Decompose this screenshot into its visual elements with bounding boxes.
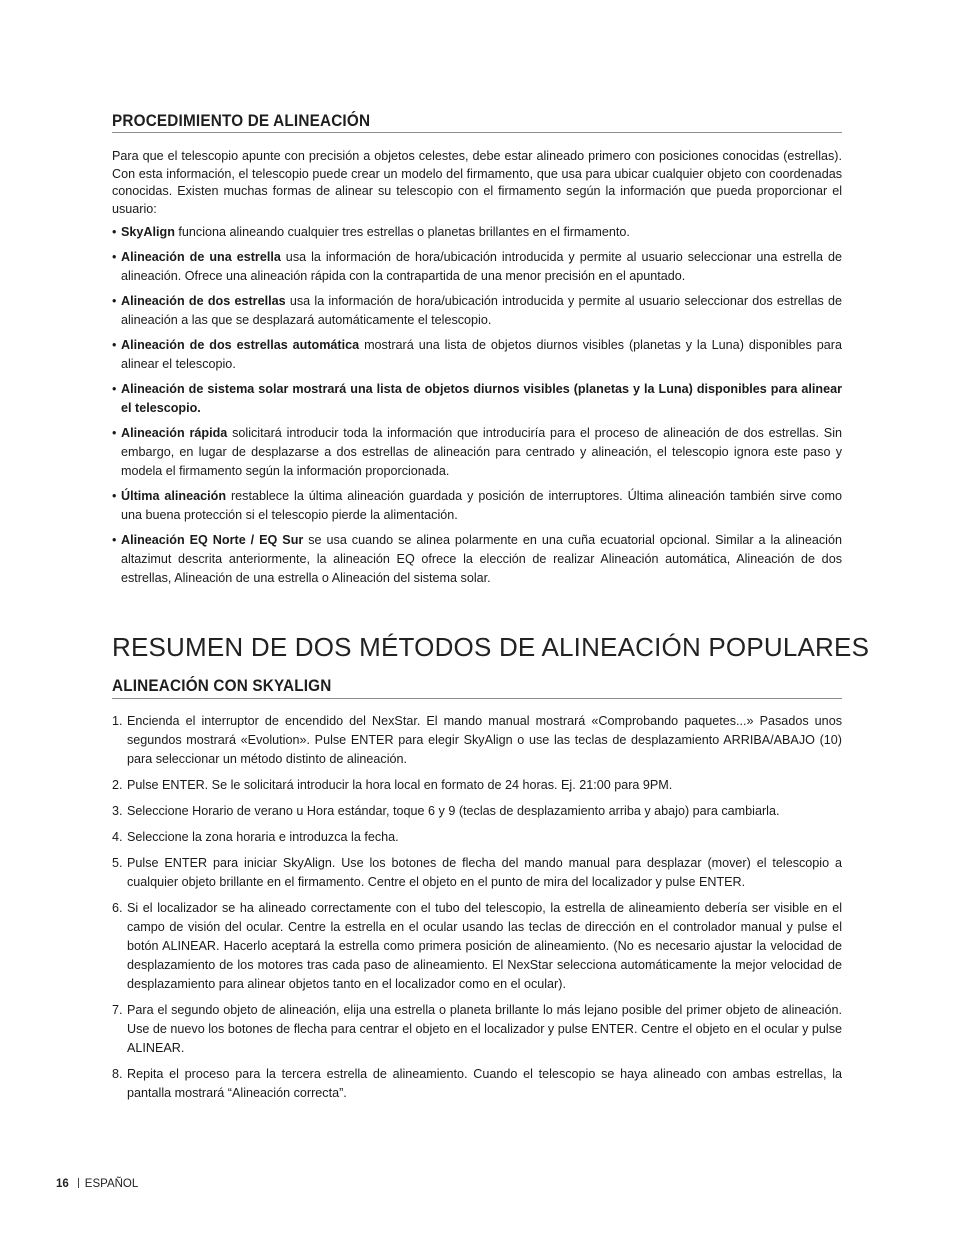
- section-header-alignment-procedure: [112, 110, 842, 133]
- list-item: 2. Pulse ENTER. Se le solicitará introducir la hora local en formato de 24 horas. Ej. 21:00 para 9PM.: [112, 778, 673, 792]
- section-header-skyalign: [112, 674, 842, 699]
- alignment-methods-list: [112, 223, 842, 594]
- footer-divider: [78, 1178, 79, 1188]
- list-item: 6. Si el localizador se ha alineado correctamente con el tubo del telescopio, la estrella de alineamiento debería ser visible en el campo de visión del ocular. Centre la estrella en el ocular usando las teclas de dirección en el controlador manual y pulse el botón ALINEAR. Hacerlo aceptará la estrella como primera posición de alineamiento. (No es necesario ajustar la velocidad de desplazamiento de los motores tras cada paso de alineamiento. El NexStar selecciona automáticamente la mejor velocidad de desplazamiento para alinear objetos tanto en el localizador como en el ocular).: [112, 901, 842, 991]
- list-item: • Última alineación restablece la última alineación guardada y posición de interruptores. Última alineación también sirve como una buena protección si el telescopio pierde la alimentación.: [112, 489, 842, 522]
- list-item: • Alineación rápida solicitará introducir toda la información que introduciría para el proceso de alineación de dos estrellas. Sin embargo, en lugar de desplazarse a dos estrellas de alineación para centrado y alineación, el telescopio ignora este paso y modela el firmamento según la información proporcionada.: [112, 426, 842, 478]
- page-footer: [56, 1176, 138, 1192]
- page-number: 16: [56, 1178, 69, 1190]
- list-item: • Alineación EQ Norte / EQ Sur se usa cuando se alinea polarmente en una cuña ecuatorial opcional. Similar a la alineación altazimut descrita anteriormente, la alineación EQ ofrece la elección de realizar Alineación automática, Alineación de dos estrellas, Alineación de una estrella o Alineación del sistema solar.: [112, 533, 842, 585]
- list-item: • Alineación de dos estrellas usa la información de hora/ubicación introducida y permite al usuario seleccionar dos estrellas de alineación a las que se desplazará automáticamente el telescopio.: [112, 294, 842, 327]
- list-item: • SkyAlign funciona alineando cualquier tres estrellas o planetas brillantes en el firmamento.: [112, 225, 630, 239]
- list-item: 4. Seleccione la zona horaria e introduzca la fecha.: [112, 830, 399, 844]
- list-item: 8. Repita el proceso para la tercera estrella de alineamiento. Cuando el telescopio se haya alineado con ambas estrellas, la pantalla mostrará “Alineación correcta”.: [112, 1067, 842, 1100]
- list-item: • Alineación de una estrella usa la información de hora/ubicación introducida y permite al usuario seleccionar una estrella de alineación. Ofrece una alineación rápida con la contrapartida de una menor precisión en el apuntado.: [112, 250, 843, 283]
- list-item: • Alineación de dos estrellas automática mostrará una lista de objetos diurnos visibles (planetas y la Luna) disponibles para alinear el telescopio.: [112, 338, 842, 371]
- section-title: ALINEACIÓN CON SKYALIGN: [112, 676, 332, 695]
- section-title: PROCEDIMIENTO DE ALINEACIÓN: [112, 111, 371, 130]
- footer-language: ESPAÑOL: [84, 1178, 139, 1190]
- list-item: 5. Pulse ENTER para iniciar SkyAlign. Use los botones de flecha del mando manual para desplazar (mover) el telescopio a cualquier objeto brillante en el firmamento. Centre el objeto en el punto de mira del localizador y pulse ENTER.: [112, 856, 842, 889]
- list-item: 3. Seleccione Horario de verano u Hora estándar, toque 6 y 9 (teclas de desplazamiento arriba y abajo) para cambiarla.: [112, 804, 780, 818]
- list-item: 7. Para el segundo objeto de alineación, elija una estrella o planeta brillante lo más lejano posible del primer objeto de alineación. Use de nuevo los botones de flecha para centrar el objeto en el localizador y pulse ENTER. Centre el objeto en el ocular y pulse ALINEAR.: [112, 1003, 842, 1055]
- list-item: • Alineación de sistema solar mostrará una lista de objetos diurnos visibles (planetas y la Luna) disponibles para alinear el telescopio.: [112, 382, 842, 415]
- list-item: 1. Encienda el interruptor de encendido del NexStar. El mando manual mostrará «Comprobando paquetes...» Pasados unos segundos mostrará «Evolution». Pulse ENTER para elegir SkyAlign o use las teclas de desplazamiento ARRIBA/ABAJO (10) para seleccionar un método distinto de alineación.: [112, 714, 842, 766]
- main-heading: RESUMEN DE DOS MÉTODOS DE ALINEACIÓN POPULARES: [112, 632, 870, 662]
- intro-paragraph: Para que el telescopio apunte con precisión a objetos celestes, debe estar alineado primero con posiciones conocidas (estrellas). Con esta información, el telescopio puede crear un modelo del firmamento, que usa para ubicar cualquier objeto con coordenadas conocidas. Existen muchas formas de alinear su telescopio con el firmamento según la información que pueda proporcionar el usuario:: [112, 149, 842, 216]
- skyalign-steps-list: [112, 712, 842, 1110]
